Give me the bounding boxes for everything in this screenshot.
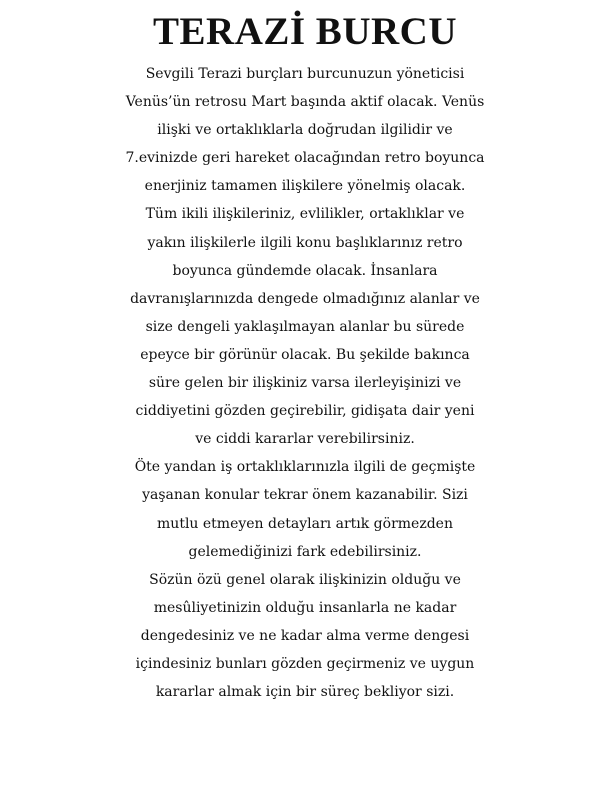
text-line: Sözün özü genel olarak ilişkinizin olduğu ve <box>149 571 461 588</box>
text-line: ilişki ve ortaklıklarla doğrudan ilgilidir ve <box>157 122 453 139</box>
text-line: epeyce bir görünür olacak. Bu şekilde bakınca <box>140 346 470 363</box>
text-line: size dengeli yaklaşılmayan alanlar bu sürede <box>145 318 465 335</box>
text-line: Sevgili Terazi burçları burcunuzun yöneticisi <box>145 66 465 82</box>
text-line: mesûliyetinizin olduğu insanlarla ne kadar <box>153 599 457 616</box>
text-line: süre gelen bir ilişkiniz varsa ilerleyişinizi ve <box>148 375 462 392</box>
text-line: yaşanan konular tekrar önem kazanabilir. Sizi <box>142 487 468 504</box>
text-line: enerjiniz tamamen ilişkilere yönelmiş olacak. <box>144 178 466 195</box>
text-line: kararlar almak için bir süreç bekliyor sizi. <box>155 684 455 701</box>
text-line: içindesiniz bunları gözden geçirmeniz ve uygun <box>135 655 475 672</box>
text-line: Öte yandan iş ortaklıklarınızla ilgili de geçmişte <box>134 459 476 476</box>
text-line: ciddiyetini gözden geçirebilir, gidişata dair yeni <box>135 403 475 420</box>
text-line: boyunca gündemde olacak. İnsanlara <box>172 262 438 279</box>
text-line: dengedesiniz ve ne kadar alma verme dengesi <box>140 627 470 644</box>
text-line: Venüs’ün retrosu Mart başında aktif olacak. Venüs <box>125 94 485 111</box>
page-title: TERAZİ BURCU <box>153 10 457 53</box>
text-line: Tüm ikili ilişkileriniz, evlilikler, ortaklıklar ve <box>145 206 465 223</box>
text-line: 7.evinizde geri hareket olacağından retro boyunca <box>125 150 485 167</box>
text-line: mutlu etmeyen detayları artık görmezden <box>157 515 453 532</box>
text-line: davranışlarınızda dengede olmadığınız alanlar ve <box>130 290 480 307</box>
text-line: ve ciddi kararlar verebilirsiniz. <box>195 431 415 448</box>
text-line: yakın ilişkilerle ilgili konu başlıklarınız retro <box>147 234 463 251</box>
body-text <box>0 60 610 706</box>
text-line: gelemediğinizi fark edebilirsiniz. <box>188 543 422 560</box>
